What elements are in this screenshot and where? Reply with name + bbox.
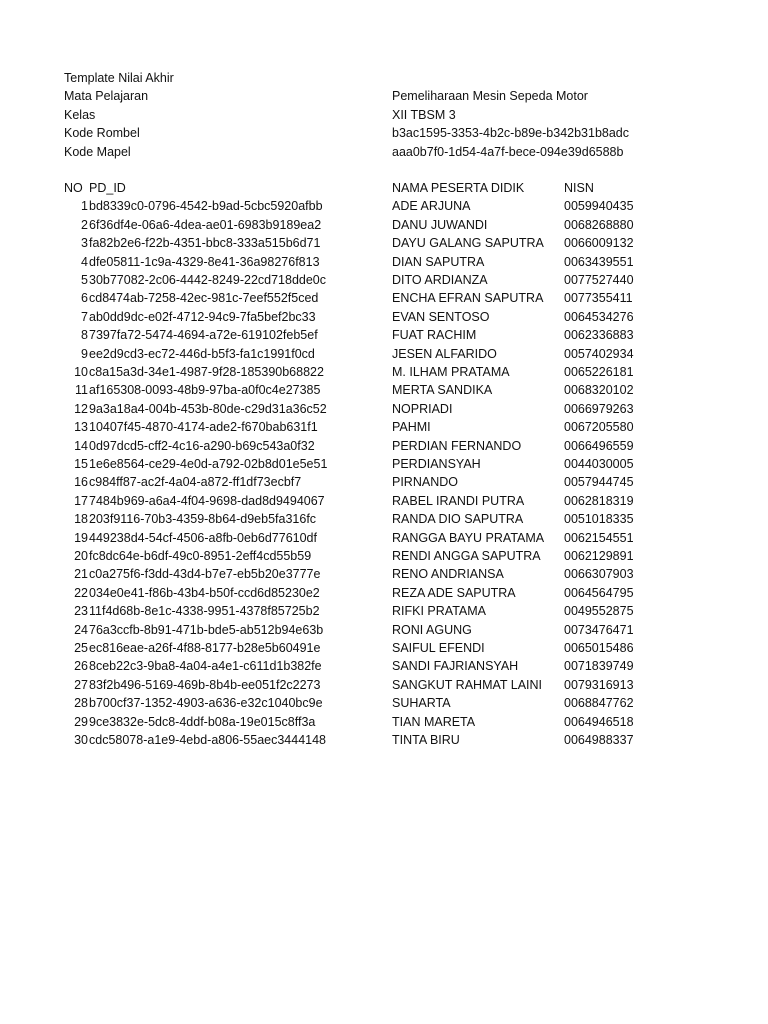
row-pd-id: 449238d4-54cf-4506-a8fb-0eb6d77610df bbox=[89, 530, 317, 545]
row-no: 13 bbox=[74, 420, 88, 435]
row-nisn: 0044030005 bbox=[564, 457, 634, 471]
row-nama: DITO ARDIANZA bbox=[392, 273, 488, 287]
header-field-row bbox=[0, 106, 768, 124]
row-pd-id: 7397fa72-5474-4694-a72e-619102feb5ef bbox=[89, 328, 318, 343]
row-no: 3 bbox=[81, 236, 88, 251]
row-no: 6 bbox=[81, 291, 88, 306]
table-header-row bbox=[0, 179, 768, 197]
row-nisn: 0077355411 bbox=[564, 291, 633, 306]
row-nama: DIAN SAPUTRA bbox=[392, 254, 485, 269]
row-pd-id: 8ceb22c3-9ba8-4a04-a4e1-c611d1b382fe bbox=[89, 659, 322, 674]
row-nisn: 0064988337 bbox=[564, 733, 634, 747]
row-nama: FUAT RACHIM bbox=[392, 328, 477, 343]
table-row bbox=[0, 621, 768, 639]
row-no: 8 bbox=[81, 328, 88, 343]
row-nisn: 0057402934 bbox=[564, 346, 634, 361]
row-pd-id: ec816eae-a26f-4f88-8177-b28e5b60491e bbox=[89, 641, 321, 655]
row-nama: MERTA SANDIKA bbox=[392, 383, 493, 398]
column-header-no: NO bbox=[64, 181, 83, 195]
table-row bbox=[0, 381, 768, 399]
row-nama: PERDIANSYAH bbox=[392, 457, 481, 471]
table-row bbox=[0, 234, 768, 252]
header-field-row bbox=[0, 143, 768, 161]
table-row bbox=[0, 492, 768, 510]
row-pd-id: ab0dd9dc-e02f-4712-94c9-7fa5bef2bc33 bbox=[89, 309, 316, 324]
row-pd-id: 0d97dcd5-cff2-4c16-a290-b69c543a0f32 bbox=[89, 438, 315, 453]
row-nama: RANGGA BAYU PRATAMA bbox=[392, 530, 545, 545]
table-row bbox=[0, 197, 768, 215]
row-no: 2 bbox=[81, 217, 88, 232]
row-no: 30 bbox=[74, 733, 88, 747]
row-nisn: 0051018335 bbox=[564, 512, 634, 527]
row-nisn: 0064534276 bbox=[564, 309, 634, 324]
table-row bbox=[0, 308, 768, 326]
row-no: 27 bbox=[74, 677, 88, 692]
row-nisn: 0079316913 bbox=[564, 677, 634, 692]
row-nisn: 0064946518 bbox=[564, 714, 634, 729]
row-pd-id: 6f36df4e-06a6-4dea-ae01-6983b9189ea2 bbox=[89, 217, 322, 232]
row-no: 10 bbox=[74, 365, 88, 379]
column-header-pd-id: PD_ID bbox=[89, 181, 126, 195]
row-no: 4 bbox=[81, 254, 88, 269]
row-nisn: 0065015486 bbox=[564, 641, 634, 655]
row-nisn: 0065226181 bbox=[564, 365, 634, 379]
row-pd-id: 1e6e8564-ce29-4e0d-a792-02b8d01e5e51 bbox=[89, 457, 328, 471]
table-row bbox=[0, 437, 768, 455]
row-pd-id: c984ff87-ac2f-4a04-a872-ff1df73ecbf7 bbox=[89, 475, 302, 490]
row-no: 29 bbox=[74, 714, 88, 729]
row-nisn: 0066307903 bbox=[564, 567, 634, 582]
header-field-value: XII TBSM 3 bbox=[392, 107, 456, 122]
row-nama: RENO ANDRIANSA bbox=[392, 567, 504, 582]
row-nisn: 0068320102 bbox=[564, 383, 634, 398]
header-field-label: Kode Mapel bbox=[64, 144, 131, 159]
header-field-value: aaa0b7f0-1d54-4a7f-bece-094e39d6588b bbox=[392, 144, 624, 159]
table-row bbox=[0, 216, 768, 234]
row-nisn: 0071839749 bbox=[564, 659, 634, 674]
header-field-value: Pemeliharaan Mesin Sepeda Motor bbox=[392, 89, 588, 104]
row-pd-id: c0a275f6-f3dd-43d4-b7e7-eb5b20e3777e bbox=[89, 567, 321, 582]
row-pd-id: fc8dc64e-b6df-49c0-8951-2eff4cd55b59 bbox=[89, 549, 312, 563]
table-row bbox=[0, 713, 768, 731]
row-pd-id: 10407f45-4870-4174-ade2-f670bab631f1 bbox=[89, 420, 318, 435]
row-nisn: 0073476471 bbox=[564, 622, 634, 637]
row-nama: ENCHA EFRAN SAPUTRA bbox=[392, 291, 544, 306]
row-nama: JESEN ALFARIDO bbox=[392, 346, 497, 361]
table-row bbox=[0, 694, 768, 712]
row-no: 24 bbox=[74, 622, 88, 637]
row-pd-id: c8a15a3d-34e1-4987-9f28-185390b68822 bbox=[89, 365, 324, 379]
table-row bbox=[0, 676, 768, 694]
row-nisn: 0062336883 bbox=[564, 328, 634, 343]
table-row bbox=[0, 345, 768, 363]
row-nisn: 0059940435 bbox=[564, 199, 634, 214]
row-no: 25 bbox=[74, 641, 88, 655]
row-no: 14 bbox=[74, 438, 88, 453]
row-no: 21 bbox=[74, 567, 88, 582]
document-title-row bbox=[0, 69, 768, 87]
row-nama: RANDA DIO SAPUTRA bbox=[392, 512, 524, 527]
table-row bbox=[0, 363, 768, 381]
row-nisn: 0066009132 bbox=[564, 236, 634, 251]
row-nisn: 0077527440 bbox=[564, 273, 634, 287]
row-nama: TINTA BIRU bbox=[392, 733, 460, 747]
document-title: Template Nilai Akhir bbox=[64, 71, 174, 85]
row-no: 15 bbox=[74, 457, 88, 471]
row-pd-id: 034e0e41-f86b-43b4-b50f-ccd6d85230e2 bbox=[89, 585, 320, 600]
row-pd-id: 83f2b496-5169-469b-8b4b-ee051f2c2273 bbox=[89, 677, 321, 692]
table-row bbox=[0, 584, 768, 602]
table-row bbox=[0, 547, 768, 565]
row-nisn: 0049552875 bbox=[564, 604, 634, 619]
row-pd-id: 76a3ccfb-8b91-471b-bde5-ab512b94e63b bbox=[89, 622, 324, 637]
row-nama: RABEL IRANDI PUTRA bbox=[392, 493, 525, 508]
row-nisn: 0062129891 bbox=[564, 549, 634, 563]
row-no: 9 bbox=[81, 346, 88, 361]
table-row bbox=[0, 400, 768, 418]
table-row bbox=[0, 639, 768, 657]
row-nisn: 0068268880 bbox=[564, 217, 634, 232]
row-pd-id: 203f9116-70b3-4359-8b64-d9eb5fa316fc bbox=[89, 512, 317, 527]
row-nisn: 0057944745 bbox=[564, 475, 634, 490]
row-nama: PERDIAN FERNANDO bbox=[392, 438, 522, 453]
row-nisn: 0064564795 bbox=[564, 585, 634, 600]
row-pd-id: fa82b2e6-f22b-4351-bbc8-333a515b6d71 bbox=[89, 236, 321, 251]
header-field-label: Mata Pelajaran bbox=[64, 89, 149, 104]
row-pd-id: dfe05811-1c9a-4329-8e41-36a98276f813 bbox=[89, 254, 320, 269]
row-nama: PAHMI bbox=[392, 420, 431, 435]
table-row bbox=[0, 657, 768, 675]
row-nama: DANU JUWANDI bbox=[392, 217, 488, 232]
table-row bbox=[0, 455, 768, 473]
row-nama: TIAN MARETA bbox=[392, 714, 476, 729]
row-nama: RENDI ANGGA SAPUTRA bbox=[392, 549, 541, 563]
row-no: 11 bbox=[75, 383, 88, 398]
table-row bbox=[0, 473, 768, 491]
row-pd-id: cdc58078-a1e9-4ebd-a806-55aec3444148 bbox=[89, 733, 327, 747]
header-field-value: b3ac1595-3353-4b2c-b89e-b342b31b8adc bbox=[392, 126, 630, 141]
row-nisn: 0066496559 bbox=[564, 438, 634, 453]
row-nama: REZA ADE SAPUTRA bbox=[392, 585, 516, 600]
row-nisn: 0068847762 bbox=[564, 696, 634, 711]
row-pd-id: af165308-0093-48b9-97ba-a0f0c4e27385 bbox=[89, 383, 321, 398]
row-no: 1 bbox=[81, 199, 88, 214]
header-field-row bbox=[0, 87, 768, 105]
row-no: 28 bbox=[74, 696, 88, 711]
row-no: 19 bbox=[74, 530, 88, 545]
row-pd-id: b700cf37-1352-4903-a636-e32c1040bc9e bbox=[89, 696, 323, 711]
row-nama: RIFKI PRATAMA bbox=[392, 604, 486, 619]
row-no: 23 bbox=[74, 604, 88, 619]
row-no: 16 bbox=[74, 475, 88, 490]
table-row bbox=[0, 565, 768, 583]
row-nama: SUHARTA bbox=[392, 696, 451, 711]
row-pd-id: bd8339c0-0796-4542-b9ad-5cbc5920afbb bbox=[89, 199, 323, 214]
row-nama: RONI AGUNG bbox=[392, 622, 472, 637]
row-nisn: 0062818319 bbox=[564, 493, 634, 508]
row-pd-id: 11f4d68b-8e1c-4338-9951-4378f85725b2 bbox=[89, 604, 320, 619]
table-row bbox=[0, 271, 768, 289]
row-no: 26 bbox=[74, 659, 88, 674]
row-nisn: 0062154551 bbox=[564, 530, 634, 545]
table-row bbox=[0, 602, 768, 620]
table-row bbox=[0, 731, 768, 749]
row-no: 5 bbox=[81, 273, 88, 287]
row-nama: SANGKUT RAHMAT LAINI bbox=[392, 677, 543, 692]
row-no: 22 bbox=[74, 585, 88, 600]
row-no: 20 bbox=[74, 549, 88, 563]
row-no: 18 bbox=[74, 512, 88, 527]
row-nisn: 0063439551 bbox=[564, 254, 634, 269]
header-field-row bbox=[0, 124, 768, 142]
row-pd-id: 9a3a18a4-004b-453b-80de-c29d31a36c52 bbox=[89, 401, 327, 416]
table-row bbox=[0, 326, 768, 344]
row-nama: PIRNANDO bbox=[392, 475, 458, 490]
row-no: 17 bbox=[74, 493, 88, 508]
row-nama: M. ILHAM PRATAMA bbox=[392, 365, 510, 379]
row-pd-id: 30b77082-2c06-4442-8249-22cd718dde0c bbox=[89, 273, 327, 287]
row-nama: EVAN SENTOSO bbox=[392, 309, 490, 324]
row-pd-id: cd8474ab-7258-42ec-981c-7eef552f5ced bbox=[89, 291, 319, 306]
row-pd-id: 9ce3832e-5dc8-4ddf-b08a-19e015c8ff3a bbox=[89, 714, 316, 729]
row-nisn: 0066979263 bbox=[564, 401, 634, 416]
row-nama: DAYU GALANG SAPUTRA bbox=[392, 236, 544, 251]
header-field-label: Kelas bbox=[64, 107, 96, 122]
row-nisn: 0067205580 bbox=[564, 420, 634, 435]
header-field-label: Kode Rombel bbox=[64, 126, 140, 141]
table-row bbox=[0, 418, 768, 436]
column-header-nisn: NISN bbox=[564, 181, 594, 195]
row-nama: SANDI FAJRIANSYAH bbox=[392, 659, 519, 674]
column-header-nama: NAMA PESERTA DIDIK bbox=[392, 181, 525, 195]
row-nama: NOPRIADI bbox=[392, 401, 453, 416]
table-row bbox=[0, 253, 768, 271]
row-nama: ADE ARJUNA bbox=[392, 199, 471, 214]
row-no: 12 bbox=[74, 401, 88, 416]
table-row bbox=[0, 289, 768, 307]
row-nama: SAIFUL EFENDI bbox=[392, 641, 485, 655]
row-no: 7 bbox=[81, 309, 88, 324]
table-row bbox=[0, 529, 768, 547]
row-pd-id: ee2d9cd3-ec72-446d-b5f3-fa1c1991f0cd bbox=[89, 346, 315, 361]
row-pd-id: 7484b969-a6a4-4f04-9698-dad8d9494067 bbox=[89, 493, 325, 508]
table-row bbox=[0, 510, 768, 528]
